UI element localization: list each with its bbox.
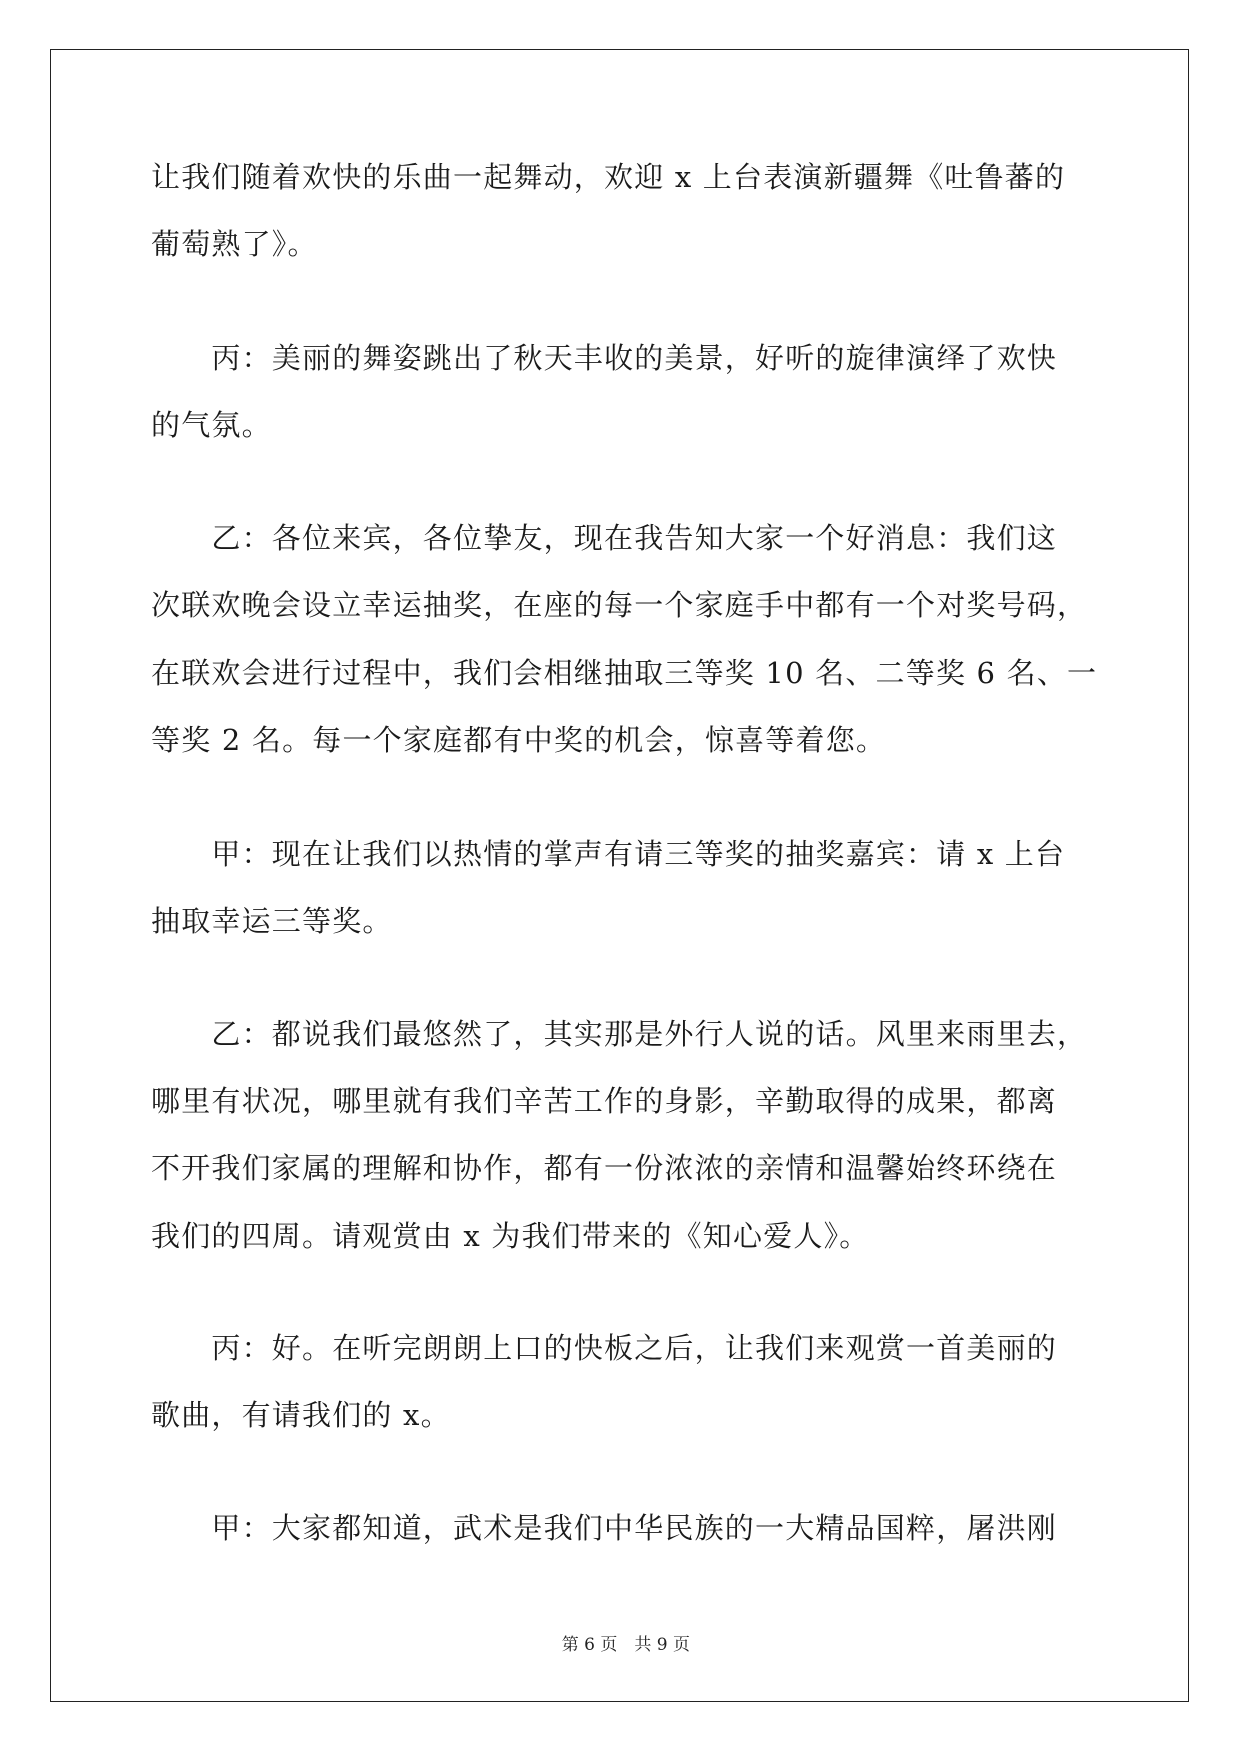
body-text-line: 丙：好。在听完朗朗上口的快板之后，让我们来观赏一首美丽的 bbox=[151, 1331, 1058, 1365]
body-text-line: 甲：现在让我们以热情的掌声有请三等奖的抽奖嘉宾：请 x 上台 bbox=[151, 837, 1066, 871]
body-text-line: 抽取幸运三等奖。 bbox=[151, 904, 393, 938]
body-text-line: 葡萄熟了》。 bbox=[151, 227, 318, 261]
body-text-line: 我们的四周。请观赏由 x 为我们带来的《知心爱人》。 bbox=[151, 1219, 870, 1253]
body-text-line: 不开我们家属的理解和协作，都有一份浓浓的亲情和温馨始终环绕在 bbox=[151, 1151, 1058, 1185]
body-text-line: 的气氛。 bbox=[151, 408, 272, 442]
body-text-line: 次联欢晚会设立幸运抽奖，在座的每一个家庭手中都有一个对奖号码， bbox=[151, 588, 1088, 622]
body-text-line: 等奖 2 名。每一个家庭都有中奖的机会，惊喜等着您。 bbox=[151, 723, 887, 757]
body-text-line: 乙：都说我们最悠然了，其实那是外行人说的话。风里来雨里去， bbox=[151, 1017, 1088, 1051]
body-text-line: 哪里有状况，哪里就有我们辛苦工作的身影，辛勤取得的成果，都离 bbox=[151, 1084, 1058, 1118]
page-footer bbox=[0, 1612, 1241, 1656]
body-text-line: 让我们随着欢快的乐曲一起舞动，欢迎 x 上台表演新疆舞《吐鲁蕃的 bbox=[151, 160, 1066, 194]
body-text-line: 丙：美丽的舞姿跳出了秋天丰收的美景，好听的旋律演绎了欢快 bbox=[151, 341, 1058, 375]
page-border bbox=[50, 49, 1189, 1702]
body-text-line: 歌曲，有请我们的 x。 bbox=[151, 1398, 451, 1432]
body-text-line: 甲：大家都知道，武术是我们中华民族的一大精品国粹，屠洪刚 bbox=[151, 1511, 1058, 1545]
page-number: 第 6 页 共 9 页 bbox=[561, 1635, 691, 1655]
body-text-line: 乙：各位来宾，各位挚友，现在我告知大家一个好消息：我们这 bbox=[151, 521, 1058, 555]
body-text-line: 在联欢会进行过程中，我们会相继抽取三等奖 10 名、二等奖 6 名、一 bbox=[151, 656, 1098, 690]
